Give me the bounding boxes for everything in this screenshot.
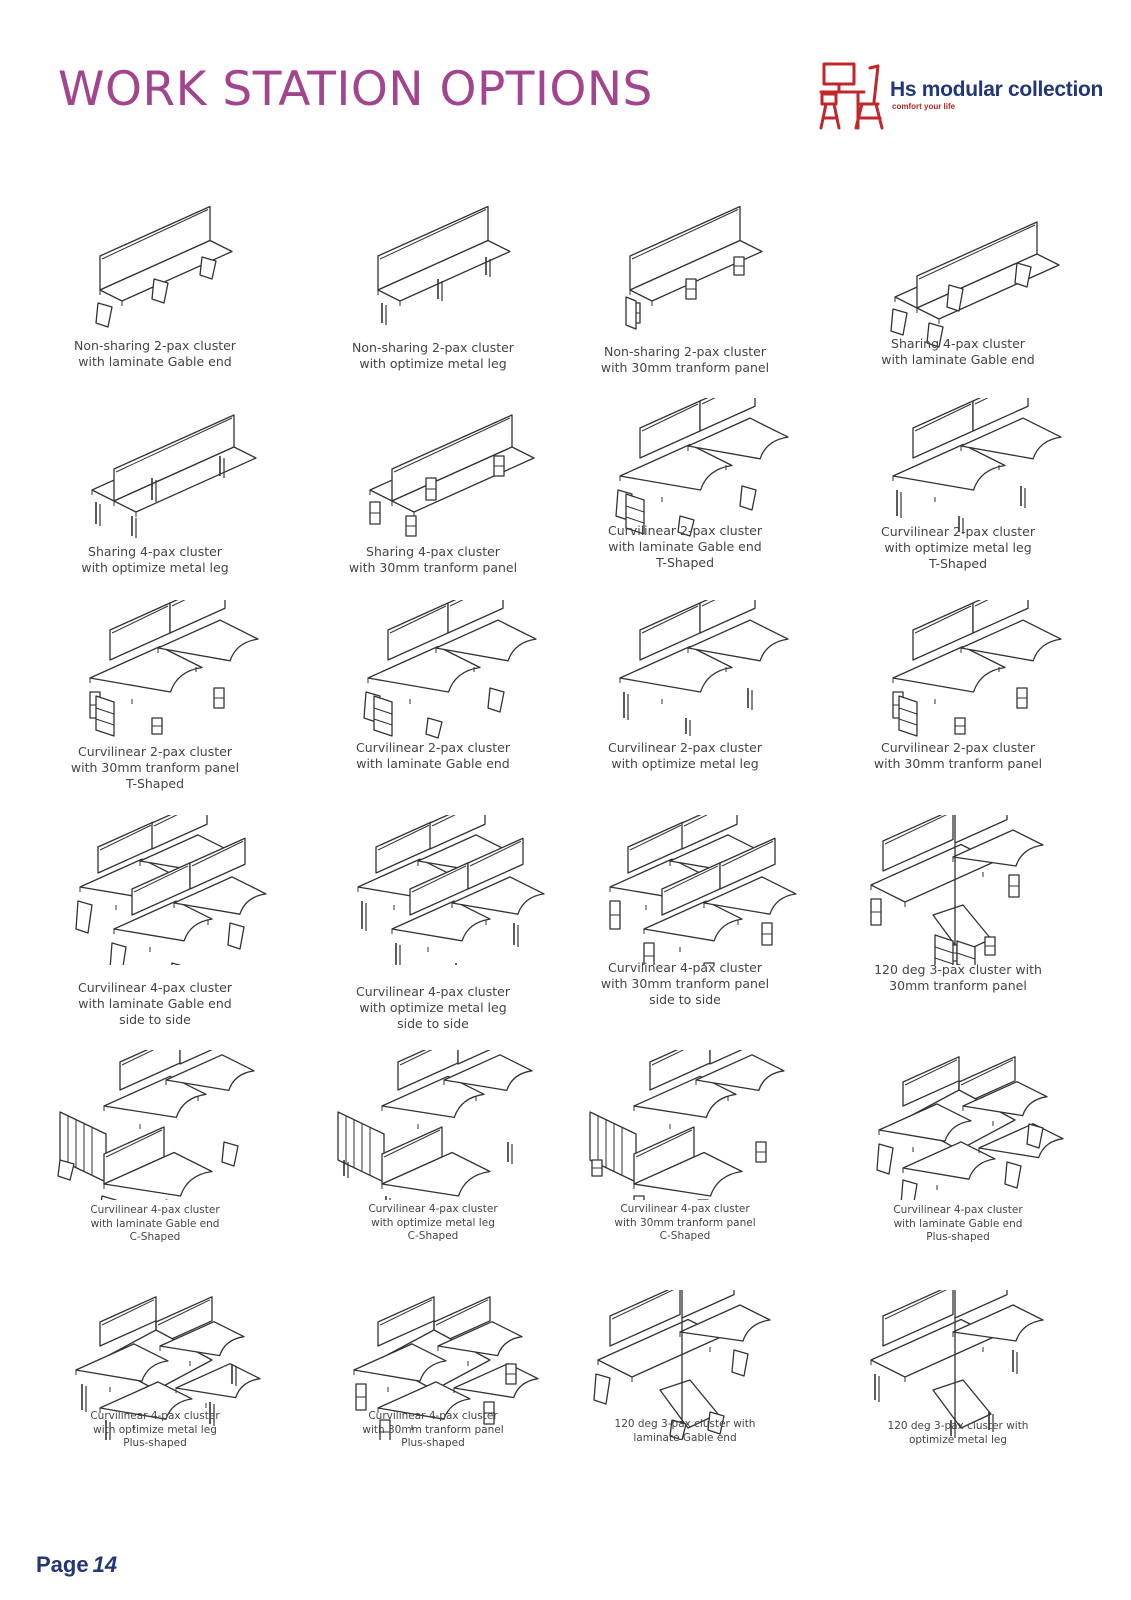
workstation-drawing-icon: [20, 815, 290, 965]
caption-line: optimize metal leg: [908, 1433, 1008, 1446]
workstation-caption: [550, 1418, 820, 1445]
workstation-drawing-icon: [298, 205, 568, 355]
workstation-option: [20, 815, 290, 1027]
workstation-caption: [823, 1204, 1093, 1245]
caption-line: C-Shaped: [129, 1231, 181, 1243]
caption-line: with 30mm tranform panel: [600, 360, 770, 375]
workstation-drawing-icon: [298, 1050, 568, 1200]
caption-line: Curvilinear 4-pax cluster: [608, 960, 762, 975]
brand-tagline: comfort your life: [892, 102, 956, 111]
workstation-drawing-icon: [823, 1050, 1093, 1200]
caption-line: Curvilinear 2-pax cluster: [78, 744, 232, 759]
workstation-drawing-icon: [20, 205, 290, 355]
workstation-caption: [20, 338, 290, 370]
page-label: Page: [36, 1552, 89, 1577]
caption-line: Sharing 4-pax cluster: [366, 544, 500, 559]
caption-line: with 30mm tranform panel: [614, 1216, 756, 1229]
caption-line: side to side: [397, 1016, 469, 1031]
workstation-drawing-icon: [550, 600, 820, 750]
workstation-caption: [823, 962, 1093, 994]
workstation-option: [298, 1290, 568, 1490]
workstation-caption: [20, 544, 290, 576]
workstation-caption: [823, 1420, 1093, 1447]
workstation-caption: [550, 960, 820, 1008]
caption-line: with laminate Gable end: [78, 354, 232, 369]
workstation-caption: [550, 344, 820, 376]
workstation-option: [550, 205, 820, 405]
caption-line: Curvilinear 4-pax cluster: [893, 1204, 1023, 1216]
workstation-drawing-icon: [20, 398, 290, 548]
caption-line: C-Shaped: [659, 1230, 711, 1242]
caption-line: Curvilinear 4-pax cluster: [78, 980, 232, 995]
caption-line: with optimize metal leg: [371, 1216, 495, 1229]
caption-line: with optimize metal leg: [359, 356, 507, 371]
workstation-option: [298, 815, 568, 1031]
caption-line: T-Shaped: [125, 776, 185, 791]
caption-line: T-Shaped: [655, 555, 715, 570]
workstation-option: [550, 815, 820, 1015]
workstation-drawing-icon: [823, 205, 1093, 355]
caption-line: Curvilinear 4-pax cluster: [620, 1203, 750, 1215]
caption-line: with optimize metal leg: [359, 1000, 507, 1015]
workstation-option: [20, 600, 290, 800]
workstation-option: [823, 398, 1093, 598]
caption-line: Plus-shaped: [401, 1437, 465, 1449]
workstation-caption: [298, 340, 568, 372]
workstation-drawing-icon: [550, 1050, 820, 1200]
workstation-option: [550, 1290, 820, 1490]
caption-line: with 30mm tranform panel: [362, 1423, 504, 1436]
caption-line: with 30mm tranform panel: [873, 756, 1043, 771]
workstation-caption: [550, 1203, 820, 1244]
workstation-option: [823, 815, 1093, 1015]
caption-line: Plus-shaped: [123, 1437, 187, 1449]
caption-line: with 30mm tranform panel: [600, 976, 770, 991]
workstation-caption: [20, 980, 290, 1028]
workstation-caption: [823, 740, 1093, 772]
caption-line: with optimize metal leg: [93, 1423, 217, 1436]
caption-line: with optimize metal leg: [884, 540, 1032, 555]
workstation-drawing-icon: [823, 1290, 1093, 1440]
workstation-option: [298, 1050, 568, 1250]
workstation-option: [298, 398, 568, 598]
caption-line: Curvilinear 2-pax cluster: [881, 524, 1035, 539]
workstation-caption: [298, 740, 568, 772]
caption-line: with optimize metal leg: [81, 560, 229, 575]
workstation-drawing-icon: [823, 600, 1093, 750]
workstation-option: [298, 600, 568, 800]
workstation-drawing-icon: [550, 815, 820, 965]
caption-line: Curvilinear 2-pax cluster: [608, 740, 762, 755]
workstation-option: [823, 1290, 1093, 1490]
caption-line: T-Shaped: [928, 556, 988, 571]
caption-line: side to side: [119, 1012, 191, 1027]
workstation-caption: [298, 544, 568, 576]
caption-line: Plus-shaped: [926, 1231, 990, 1243]
caption-line: with laminate Gable end: [356, 756, 510, 771]
caption-line: with laminate Gable end: [608, 539, 762, 554]
workstation-caption: [20, 1204, 290, 1245]
workstation-caption: [20, 744, 290, 792]
caption-line: Curvilinear 4-pax cluster: [356, 984, 510, 999]
workstation-caption: [20, 1410, 290, 1451]
caption-line: laminate Gable end: [633, 1431, 737, 1444]
workstation-caption: [823, 336, 1093, 368]
workstation-drawing-icon: [298, 815, 568, 965]
workstation-option: [20, 1290, 290, 1490]
caption-line: 120 deg 3-pax cluster with: [887, 1420, 1029, 1432]
workstation-caption: [823, 524, 1093, 572]
workstation-option: [20, 205, 290, 405]
caption-line: side to side: [649, 992, 721, 1007]
caption-line: with 30mm tranform panel: [70, 760, 240, 775]
caption-line: with laminate Gable end: [90, 1217, 220, 1230]
workstation-caption: [298, 1410, 568, 1451]
workstation-option: [823, 600, 1093, 800]
workstation-drawing-icon: [550, 205, 820, 355]
caption-line: C-Shaped: [407, 1230, 459, 1242]
caption-line: Non-sharing 2-pax cluster: [74, 338, 236, 353]
workstation-option: [550, 600, 820, 800]
workstation-option: [20, 1050, 290, 1250]
workstation-drawing-icon: [20, 600, 290, 750]
workstation-option: [823, 1050, 1093, 1250]
workstation-option: [20, 398, 290, 598]
caption-line: Non-sharing 2-pax cluster: [604, 344, 766, 359]
caption-line: Curvilinear 4-pax cluster: [368, 1203, 498, 1215]
caption-line: Curvilinear 2-pax cluster: [608, 523, 762, 538]
workstation-caption: [298, 984, 568, 1032]
caption-line: 30mm tranform panel: [889, 978, 1027, 993]
caption-line: 120 deg 3-pax cluster with: [614, 1418, 756, 1430]
caption-line: Curvilinear 2-pax cluster: [881, 740, 1035, 755]
page-title: WORK STATION OPTIONS: [58, 62, 653, 117]
caption-line: Curvilinear 4-pax cluster: [368, 1410, 498, 1422]
caption-line: with laminate Gable end: [893, 1217, 1023, 1230]
caption-line: Non-sharing 2-pax cluster: [352, 340, 514, 355]
workstation-drawing-icon: [298, 600, 568, 750]
caption-line: Curvilinear 4-pax cluster: [90, 1204, 220, 1216]
workstation-drawing-icon: [823, 815, 1093, 965]
caption-line: Curvilinear 4-pax cluster: [90, 1410, 220, 1422]
caption-line: with laminate Gable end: [881, 352, 1035, 367]
page-number: [36, 1552, 117, 1578]
page-number-value: 14: [92, 1552, 118, 1577]
caption-line: with laminate Gable end: [78, 996, 232, 1011]
caption-line: with 30mm tranform panel: [348, 560, 518, 575]
workstation-caption: [298, 1203, 568, 1244]
brand-logo: [818, 60, 1104, 132]
workstation-option: [298, 205, 568, 405]
caption-line: Sharing 4-pax cluster: [88, 544, 222, 559]
workstation-option: [550, 1050, 820, 1250]
workstation-drawing-icon: [20, 1050, 290, 1200]
caption-line: 120 deg 3-pax cluster with: [874, 962, 1042, 977]
caption-line: with optimize metal leg: [611, 756, 759, 771]
caption-line: Curvilinear 2-pax cluster: [356, 740, 510, 755]
workstation-drawing-icon: [298, 398, 568, 548]
brand-name: Hs modular collection: [890, 78, 1104, 101]
workstation-option: [550, 398, 820, 598]
workstation-caption: [550, 523, 820, 571]
desk-chair-logo-icon: [818, 60, 888, 132]
caption-line: Sharing 4-pax cluster: [891, 336, 1025, 351]
workstation-caption: [550, 740, 820, 772]
workstation-option: [823, 205, 1093, 405]
